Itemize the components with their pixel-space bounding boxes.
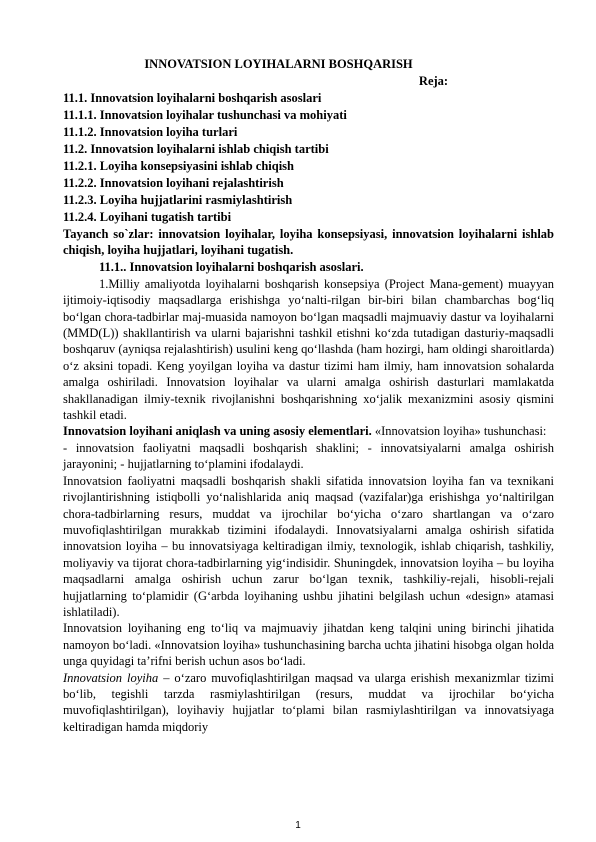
toc-item: 11.1. Innovatsion loyihalarni boshqarish asoslari: [63, 91, 322, 105]
inline-text: – o‘zaro muvofiqlashtirilgan maqsad va ularga erishish mexanizmlar tizimi bo‘lib, tegishli tarzda rasmiylashtirilgan (resurs, muddat va ijrochilar bo‘yicha muvofiqlashtirilgan), loyihaviy hujjatlar to‘plami bilan rasmiylashtirilgan va innovatsiyaga keltiradigan hamda miqdoriy: [63, 670, 554, 734]
keywords-paragraph: Tayanch so`zlar: innovatsion loyihalar, loyiha konsepsiyasi, innovatsion loyihalarni ishlab chiqish, loyiha hujjatlari, loyihani tugatish.: [63, 227, 554, 258]
inline-text: «Innovatsion loyiha» tushunchasi:: [371, 424, 547, 439]
body-paragraph: [63, 670, 554, 736]
toc-item: 11.2.2. Innovatsion loyihani rejalashtirish: [63, 176, 284, 190]
inline-bold-term: Innovatsion loyihani aniqlash va uning asosiy elementlari.: [63, 424, 372, 439]
body-paragraph: Innovatsion faoliyatni maqsadli boshqarish shakli sifatida innovatsion loyiha fan va texnikani rivojlantirishning istiqbolli yo‘nalishlarida aniq maqsad (vazifalar)ga erishishga yo‘naltirilgan chora-tadbirlarning resurs, muddat va ijrochilar bo‘yicha o‘zaro shartlangan va o‘zaro muvofiqlashtirilgan murakkab tizimini ifodalaydi. Innovatsiyalarni amalga oshirish sifatida innovatsion loyiha – bu innovatsiyaga keltiradigan ilmiy, texnologik, ishlab chiqarish, tashkiliy, moliyaviy va tijorat chora-tadbirlarning yig‘indisidir. Shuningdek, innovatsion loyiha – bu loyiha maqsadlarni amalga oshirish uchun zarur bo‘lgan texnik, tashkiliy-rejali, hisobli-rejali hujjatlarning to‘plamidir (G‘arbda loyihaning ushbu jihatini belgilash uchun «design» atamasi ishlatiladi).: [63, 473, 554, 619]
toc-item: 11.2.4. Loyihani tugatish tartibi: [63, 210, 232, 224]
toc-item: 11.1.1. Innovatsion loyihalar tushunchasi va mohiyati: [63, 108, 347, 122]
plan-heading: Reja:: [418, 74, 449, 88]
page-number: 1: [295, 820, 301, 831]
body-paragraph: 1.Milliy amaliyotda loyihalarni boshqarish konsepsiya (Project Mana-gement) muayyan ijtimoiy-iqtisodiy maqsadlarga erishishga yo‘nalti-rilgan bir-biri bilan chambarchas bog‘liq bo‘lgan chora-tadbirlar maj-muasida namoyon bo‘lgan maqsadli majmuaviy dastur va loyihalarni (MMD(L)) shakllantirish va ularni bajarishni tashkil etishni ko‘zda tutadigan dasturiy-maqsadli boshqaruv (ayniqsa rejalashtirish) usulini keng qo‘llashda (ham hozirgi, ham oldingi sharoitlarda) o‘z aksini topadi. Keng yoyilgan loyiha va dastur tizimi ham ilmiy, ham innovatsion sohalarda amalga oshiriladi. Innovatsion loyihalar va ularni amalga oshirish dasturlari mamlakatda shakllanadigan ilmiy-texnik rivojlanishni boshqarishning xo‘jalik mexanizmini asosiy qismini tashkil etadi.: [63, 276, 554, 423]
body-paragraph: [63, 423, 554, 439]
document-title: INNOVATSION LOYIHALARNI BOSHQARISH: [144, 57, 413, 71]
toc-item: 11.2.3. Loyiha hujjatlarini rasmiylashtirish: [63, 193, 293, 207]
toc-item: 11.2.1. Loyiha konsepsiyasini ishlab chiqish: [63, 159, 294, 173]
section-heading: 11.1.. Innovatsion loyihalarni boshqarish asoslari.: [99, 259, 364, 274]
toc-item: 11.1.2. Innovatsion loyiha turlari: [63, 125, 238, 139]
document-page: [63, 56, 554, 735]
body-paragraph: - innovatsion faoliyatni maqsadli boshqarish shaklini; - innovatsiyalarni amalga oshirish jarayonini; - hujjatlarning to‘plamini ifodalaydi.: [63, 440, 554, 472]
inline-italic-term: Innovatsion loyiha: [63, 670, 159, 685]
toc-item: 11.2. Innovatsion loyihalarni ishlab chiqish tartibi: [63, 142, 329, 156]
body-paragraph: Innovatsion loyihaning eng to‘liq va majmuaviy jihatdan keng talqini uning birinchi jihatida namoyon bo‘ladi. «Innovatsion loyiha» tushunchasining barcha uchta jihatini hisobga olgan holda unga quyidagi ta’rifni berish uchun asos bo‘ladi.: [63, 621, 554, 669]
table-of-contents: [63, 90, 554, 226]
